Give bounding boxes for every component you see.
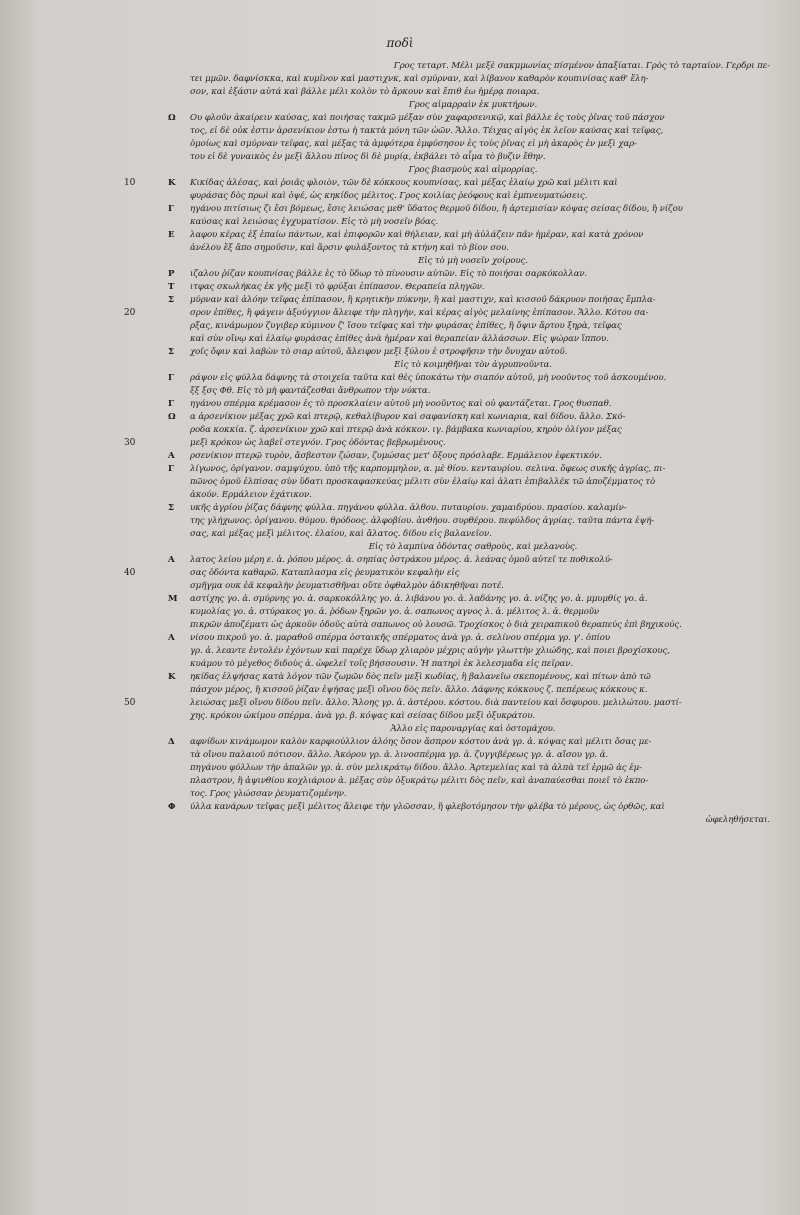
line-text: ηγάνου σπέρμα κρέμασον ἐς τὸ προσκλαίειν αὐτοῦ μὴ νοοῦντος καὶ οὐ φαντάζεται. Γρος θυσπαθ. xyxy=(190,399,612,409)
line-text: ρξας, κινάμωμον ζυγιβερ κύμινον ζ' ἴσου τεῖφας καὶ τὴν φυράσας ἐπίθες, ἢ ὄψιν ἄρτου ξηρὰ, τεῖφας xyxy=(190,321,622,331)
line-number: 30 xyxy=(124,438,136,448)
text-line xyxy=(176,710,770,723)
line-number: 20 xyxy=(124,308,136,318)
initial-letter: Ρ xyxy=(168,269,175,279)
line-text: τει μμῶν. δαφνίσκκα, καὶ κυμῖνον καὶ μαστιχνκ, καὶ σμύρναν, καὶ λίβανον καθαρὸν κουπινίσας καθ' ἕλη- xyxy=(190,74,649,84)
text-line xyxy=(176,164,770,177)
text-line xyxy=(176,73,770,86)
text-line xyxy=(168,554,770,567)
line-text: πῶνος ὁμοῦ ἐλπίσας σὺν ὕδατι προσκαφασκεύας μέλιτι σὺν ἐλαίῳ καὶ ἀλατι ἐπιβαλλέκ τῶ ἀποζέμματος τὸ xyxy=(190,477,656,487)
text-line xyxy=(176,515,770,528)
text-line xyxy=(176,151,770,164)
line-text: αστίχης γο. ἀ. σμύρνης γο. ἀ. σαρκοκόλλης γο. ἀ. λιβάνου γο. ἀ. λαδάνης γο. ἀ. νίζης γο. ἀ. μμυμθίς γο. ἀ. xyxy=(190,594,648,604)
text-line xyxy=(168,411,770,424)
line-text: χοῖς ὄφιν καὶ λαβὼν τὸ σιαρ αὐτοῦ, ἄλειφον μεξὶ ξύλου ἐ στροφῆσιν τὴν ὄνυχαν αὐτοῦ. xyxy=(190,347,568,357)
line-text: σμῆγμα ουκ ἐᾶ κεφαλὴν ῥευματισθῆναι οὔτε ὀφθαλμὸν ἀδικηθῆναι ποτέ. xyxy=(190,581,504,591)
text-line xyxy=(176,762,770,775)
line-text: Κικίδας ἀλέσας, καὶ ῥοιᾶς φλοιὸν, τῶν δὲ κόκκους κουπνίσας, καὶ μέξας ἐλαίῳ χρῶ καὶ μέλιτι καὶ xyxy=(190,178,618,188)
line-text: ηγάνου πιτίσιως ζι ἔσι βόμεως, ἔσις λειώσας μεθ' ὕδατος θερμοῦ δίδου, ἤ ἀρτεμισίαν κόψας σείσας δίδου, ἢ νίζου xyxy=(190,204,683,214)
text-line xyxy=(176,138,770,151)
line-text: λίγωνος, ὀρίγανον. σαμψύχου. ὑπὸ τῆς καρπομμηλον, α. μὲ θίου. κενταυρίου. σελινα. ὄφεως συκῆς ἀγρίας, πι- xyxy=(190,464,666,474)
text-block xyxy=(124,60,770,827)
text-line xyxy=(168,294,770,307)
line-text: τὰ οἴνου παλαιοῦ πότισον. ἄλλο. Ἀκόρου γρ. ἀ. λινοσπέρμα γρ. ἀ. ζυγγιβέρεως γρ. ἀ. αἴσου γρ. ἀ. xyxy=(190,750,609,760)
initial-letter: Κ xyxy=(168,178,176,188)
line-number: 50 xyxy=(124,698,136,708)
line-text: μύρναν καὶ ἀλόην τεῖφας ἐπίπασον, ἢ κρητικὴν πύκνην, ἢ καὶ μαστιχν, καὶ κισσοῦ δάκρυον ποιήσας ἔμπλα- xyxy=(190,295,656,305)
line-text: ρσενίκιον πτερῷ τυρὸν, ἄσβεστον ζώσαν, ζυμώσας μετ' ὄξους πρόσλαβε. Ερμάλειον ἐφεκτικόν. xyxy=(190,451,602,461)
line-text: μεξὶ κρόκον ὡς λαβεῖ στεγνόν. Γρος ὀδόντας βεβρωμένους. xyxy=(190,438,446,448)
initial-letter: Α xyxy=(168,633,175,643)
line-text: Εἰς τὸ μὴ νοσεῖν χοίρους. xyxy=(418,256,528,266)
line-text: ράψον εἰς φύλλα δάφνης τὰ στοιχεῖα ταῦτα καὶ θὲς ὑποκάτω τὴν σιαπόν αὐτοῦ, μὴ νοοῦντος τοῦ ἀσκουμένου. xyxy=(190,373,667,383)
initial-letter: Ε xyxy=(168,230,175,240)
text-line xyxy=(124,307,770,320)
text-line xyxy=(176,333,770,346)
text-line xyxy=(168,463,770,476)
text-line xyxy=(168,398,770,411)
page-header: ποδὶ xyxy=(386,36,414,50)
line-text: λαφου κέρας ἐξ ἐπαίω πάντων, καὶ ἐπιφορῶν καὶ θήλειαν, καὶ μὴ ἀὐλάζειν πᾶν ἡμέραν, καὶ κατὰ χρόνον xyxy=(190,230,644,240)
line-text: κυμολίας γο. ἀ. στύρακος γο. ἀ. ῥόδων ξηρῶν γο. ἀ. σαπωνος αγνος λ. ἀ. μέλιτος λ. ἀ. θερμοῦν xyxy=(190,607,600,617)
initial-letter: Γ xyxy=(168,399,175,409)
text-line xyxy=(176,190,770,203)
line-text: νίσου πικροῦ γο. ἀ. μαραθοῦ σπέρμα ὀσταικῆς σπέρματος ἀνὰ γρ. ἀ. σελίνου σπέρμα γρ. γ'. ὀπίου xyxy=(190,633,610,643)
text-line xyxy=(176,645,770,658)
line-text: ἀκούν. Ερμάλειον ἐχάτικον. xyxy=(190,490,312,500)
text-line xyxy=(168,203,770,216)
text-line xyxy=(176,580,770,593)
line-text: λειώσας μεξὶ οἴνου δίδου πεῖν. ἄλλο. Ἄλοης γρ. ἀ. ἀστέρου. κόστου. διὰ παντείου καὶ ὄσφυρου. μελιλώτου. μαστί- xyxy=(190,698,682,708)
line-text: ιζαλου ῥίζαν κουπνίσας βάλλε ἐς τὸ ὕδωρ τὸ πίνουσιν αὐτῶν. Εἰς τὸ ποιήσαι σαρκόκολλαν. xyxy=(190,269,588,279)
line-text: τος. Γρος γλώσσαν ῥευματιζομένην. xyxy=(190,789,347,799)
text-line xyxy=(124,177,770,190)
line-text: πλαστρον, ἢ ἀψινθίου κοχλιάριον ἀ. μέξας σὺν ὀξυκράτῳ μέλιτι δὸς πεῖν, καὶ ἀναπαύεσθαι ποιεῖ τὸ ἐκπο- xyxy=(190,776,649,786)
line-number: 10 xyxy=(124,178,136,188)
initial-letter: Ω xyxy=(168,412,176,422)
initial-letter: Σ xyxy=(168,503,174,513)
line-text: ιτφας σκωλήκας ἐκ γῆς μεξὶ τὸ φρύξαι ἐπίπασον. Θεραπεία πληγῶν. xyxy=(190,282,485,292)
text-line xyxy=(176,814,770,827)
line-text: ύλλα κανάρων τεῖφας μεξὶ μέλιτος ἄλειφε τὴν γλῶσσαν, ἢ φλεβοτόμησον τὴν φλέβα τὸ μέρους, ὡς ὀρθῶς, καὶ xyxy=(190,802,665,812)
line-text: Εἰς τὸ κοιμηθῆναι τὸν ἀγρυπνοῦντα. xyxy=(394,360,552,370)
line-text: Γρος αἱμαρραὶν ἐκ μυκτήρων. xyxy=(408,100,538,110)
initial-letter: Μ xyxy=(168,594,178,604)
text-line xyxy=(176,385,770,398)
text-line xyxy=(124,697,770,710)
line-text: ὁμοίως καὶ σμύρναν τεῖφας, καὶ μέξας τὰ ἀμφότερα ἐμφύσησον ἐς τοὺς ῥῖνας εἰ μὴ ἀκαρὸς ἐν μεξὶ χαρ- xyxy=(190,139,637,149)
line-text: αφνίδων κινάμωμον καλὸν καρφιούλλιον ἀλόης ὅσον ἄσπρον κόστου ἀνὰ γρ. ἀ. κόψας καὶ μέλιτι ὄσας με- xyxy=(190,737,652,747)
text-line xyxy=(124,567,770,580)
initial-letter: Τ xyxy=(168,282,175,292)
initial-letter: Δ xyxy=(168,737,175,747)
initial-letter: Γ xyxy=(168,204,175,214)
text-line xyxy=(168,372,770,385)
text-line xyxy=(176,255,770,268)
text-line xyxy=(168,801,770,814)
text-line xyxy=(176,359,770,372)
line-text: υκῆς ἀγρίου ῥίζας δάφνης φύλλα. πηγάνου φύλλα. ἀλθου. πυταυρίου. χαμαιδρύου. πρασίου. καλαμίν- xyxy=(190,503,627,513)
text-line xyxy=(176,606,770,619)
text-line xyxy=(168,229,770,242)
line-text: της γλήχωνος. ὀρίγανου. θύμου. θρόδοος. ἀλφοβίου. ἀνθήου. συρθέρου. πεφύλδος ἀγρίας. ταῦτα πάντα ἐψή- xyxy=(190,516,655,526)
initial-letter: Φ xyxy=(168,802,176,812)
text-line xyxy=(168,671,770,684)
text-line xyxy=(176,775,770,788)
initial-letter: Σ xyxy=(168,347,174,357)
initial-letter: Α xyxy=(168,451,175,461)
initial-letter: Γ xyxy=(168,373,175,383)
initial-letter: Γ xyxy=(168,464,175,474)
text-line xyxy=(168,450,770,463)
line-text: του εἰ δὲ γυναικὸς ἐν μεξὶ ἄλλου πίνος δὶ δὲ μυρίᾳ, ἐκβάλει τὸ αἷμα τὸ βυζιν ἔθην. xyxy=(190,152,546,162)
line-text: γρ. ἀ. λεαντε ἐντολέν ἐχόντων καὶ παρέχε ὕδωρ χλιαρὸν μέχρις αὐγὴν γλωττὴν χλιώδης, καὶ ποιει βροχίσκους, xyxy=(190,646,670,656)
text-line xyxy=(168,268,770,281)
text-line xyxy=(176,528,770,541)
text-line xyxy=(176,242,770,255)
text-line xyxy=(176,476,770,489)
initial-letter: Ω xyxy=(168,113,176,123)
text-line xyxy=(176,619,770,632)
line-text: χης. κρόκου ὠκίμου σπέρμα. ἀνὰ γρ. β. κόψας καὶ σείσας δίδου μεξὶ ὀξυκράτου. xyxy=(190,711,535,721)
text-line xyxy=(124,437,770,450)
line-text: ηκίδας ἐλψήσας κατὰ λόγον τῶν ζωμῶν δὸς πεῖν μεξὶ κωδίας, ἢ βαλανεῖω σκεπομένους, καὶ πίτων ἀπὸ τῶ xyxy=(190,672,651,682)
line-text: πηγάνου φύλλων τὴν ἁπαλῶν γρ. ἀ. σὺν μελικράτῳ δίδου. ἄλλο. Ἀρτεμελίας καὶ τὰ ἀλπὰ τεῖ ἐρμῶ ἀς ἐμ- xyxy=(190,763,642,773)
line-text: Εἰς τὸ λαμπίνα ὀδόντας σαθροὺς, καὶ μελανοὺς. xyxy=(368,542,578,552)
text-line xyxy=(176,86,770,99)
line-text: ξξ ξσς Φθ. Εἰς τὸ μὴ φαντάζεσθαι ἄνθρωπον τὴν νύκτα. xyxy=(190,386,431,396)
text-line xyxy=(176,125,770,138)
text-line xyxy=(176,99,770,112)
text-line xyxy=(168,346,770,359)
initial-letter: Α xyxy=(168,555,175,565)
initial-letter: Κ xyxy=(168,672,176,682)
line-text: λατος λείου μέρη ε. ἀ. ῥόπου μέρος. ἀ. σηπίας ὀστράκου μέρος. ἀ. λεάνας ὁμοῦ αὐτεῖ τε ποθικολύ- xyxy=(190,555,613,565)
line-text: κυάμου τὸ μέγεθος διδοὺς ἀ. ὠφελεῖ τοῖς βήσσουσιν. Ἡ πατηρὶ ἐκ λελεσμαδα εἰς πεῖραν. xyxy=(190,659,574,669)
text-line xyxy=(176,749,770,762)
text-line xyxy=(176,723,770,736)
text-line xyxy=(168,632,770,645)
initial-letter: Σ xyxy=(168,295,174,305)
line-text: σον, καὶ ἐξάσιν αὐτά καὶ βάλλε μέλι κολὸν τὸ ἄρκουν καὶ ἔπιθ ἐω ἡμέρᾳ ποιαρα. xyxy=(190,87,540,97)
line-text: καύσας καὶ λειώσας ἐγχυματίσον. Εἰς τὸ μὴ νοσεῖν βόας. xyxy=(190,217,439,227)
line-text: α ἀρσενίκιον μέξας χρῶ καὶ πτερῷ, κεθαλίβυρον καὶ σαφανίσκη καὶ κωνιαρια, καὶ δίδου. ἄλλο. Σκό- xyxy=(190,412,626,422)
text-line xyxy=(168,112,770,125)
line-text: Γρος βιασμοὺς καὶ αἱμορρίας. xyxy=(408,165,538,175)
line-text: Ἀλλο εἰς παροναργίας καὶ ὀστομάχου. xyxy=(390,724,556,734)
text-line xyxy=(176,424,770,437)
line-text: Ου φλοῦν ἀκαίρειν καύσας, καὶ ποιήσας τακμῶ μέξαν σὺν χαφαρσενικῷ, καὶ βάλλε ἐς τοὺς ῥῖνας τοῦ πάσχον xyxy=(190,113,665,123)
line-text: καὶ σὺν οἴνῳ καὶ ἐλαίῳ φυράσας ἐπίθες ἀνὰ ἡμέραν καὶ θεραπείαν ἀλλάσσων. Εἰς ψώραν ἵππου. xyxy=(190,334,609,344)
text-line xyxy=(176,788,770,801)
text-line xyxy=(168,736,770,749)
line-text: σας ὀδόντα καθαρῶ. Καταπλασμα εἰς ῥευματικὸν κεφαλὴν εἰς xyxy=(190,568,460,578)
line-text: ροδα κοκκία. ζ. ἀρσενίκιον χρῶ καὶ πτερῷ ἀνὰ κόκκον. ιγ. βάμβακα κωνιαρίου, κηρὸν ὀλίγον μέξας xyxy=(190,425,622,435)
text-line xyxy=(168,593,770,606)
line-text: ἀνέλου ἔξ ἄπο σημοῦσιν, καὶ ἄρσιν φυλάξοντος τὰ κτήνη καὶ τὸ βίον σου. xyxy=(190,243,509,253)
line-text: πάσχον μέρος, ἢ κισσοῦ ῥίζαν ἐψήσας μεξὶ οἴνου δὸς πεῖν. ἄλλο. Δάφνης κόκκους ζ. πεπέρεως κόκκους κ. xyxy=(190,685,648,695)
line-text: σρον ἐπίθες, ἢ φάγειν ἀξούγγιον ἄλειφε τὴν πληγὴν, καὶ κέρας αἰγὸς μελαίνης ἐπίπασον. Ἄλλο. Κότου σα- xyxy=(190,308,649,318)
text-line xyxy=(168,281,770,294)
line-text: φυράσας δὸς πρωὶ καὶ ὀψέ, ὡς κηκίδος μέλιτος. Γρος κοιλίας ῥεόφους καὶ ἐμπνευματώσεις. xyxy=(190,191,588,201)
text-line xyxy=(176,684,770,697)
line-text: ὠφεληθήσεται. xyxy=(705,815,770,825)
text-line xyxy=(176,216,770,229)
line-number: 40 xyxy=(124,568,136,578)
text-line xyxy=(176,658,770,671)
text-line xyxy=(176,489,770,502)
text-line xyxy=(168,502,770,515)
line-text: Γρος τεταρτ. Μέλι μεξὲ σακμμωνίας πίσμένον ἀπαξίαται. Γρὸς τὸ ταρταίον. Γερδρι πε- xyxy=(393,61,770,71)
text-line xyxy=(176,60,770,73)
text-line xyxy=(176,320,770,333)
line-text: τος, εἰ δὲ οὐκ ἐστιν ἀρσενίκιον ἐστω ἡ τακτὰ μόνη τῶν ὠῶν. Ἄλλο. Τέιχας αἰγὸς ἐκ λεῖον καύσας καὶ τεῖφας, xyxy=(190,126,664,136)
text-line xyxy=(176,541,770,554)
line-text: σας, καὶ μέξας μεξὶ μέλιτος. ἐλαίου, καὶ ἄλατος. δίδου εἰς βαλανεῖον. xyxy=(190,529,492,539)
line-text: πικρῶν ἀποζέματι ὡς ἀρκοῦν ὀδοῦς αὐτὰ σαπωνος οὐ λουσῶ. Τροχίσκος ὁ διὰ χειραπικοῦ θεραπεύς ἐπὶ βηχικούς. xyxy=(190,620,682,630)
